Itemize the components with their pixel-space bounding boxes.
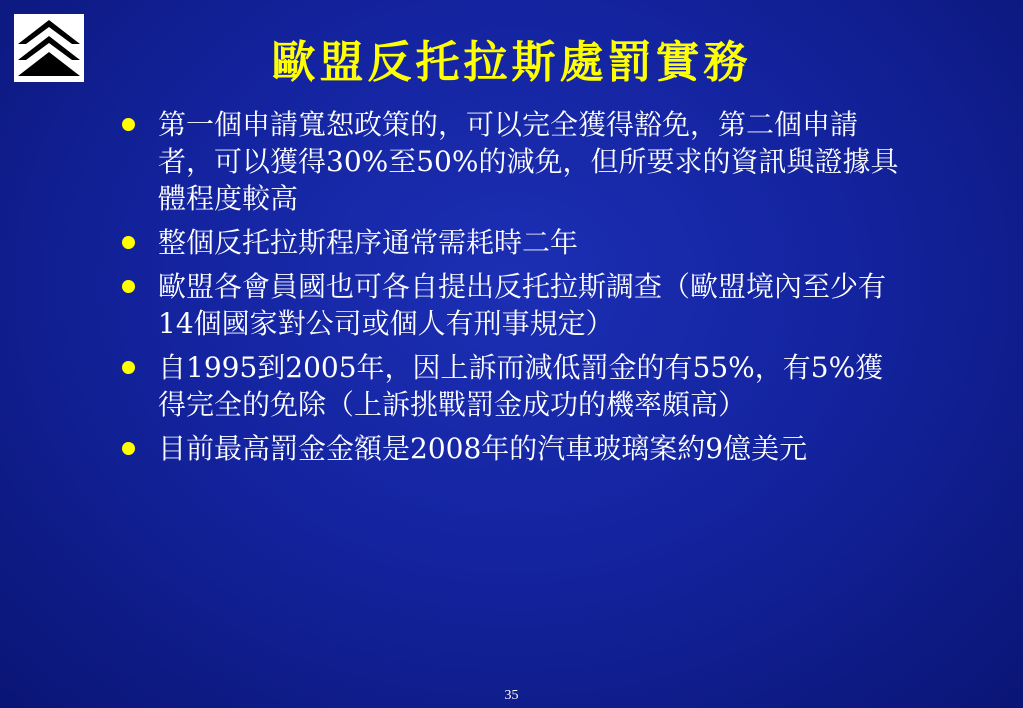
bullet-dot-icon [122, 118, 135, 131]
bullet-text: 目前最高罰金金額是2008年的汽車玻璃案約9億美元 [158, 432, 808, 465]
bullet-text: 第一個申請寬恕政策的，可以完全獲得豁免，第二個申請者，可以獲得30%至50%的減免，但所要求的資訊與證據具體程度較高 [158, 108, 899, 215]
bullet-item [118, 430, 908, 467]
bullet-text: 自1995到2005年，因上訴而減低罰金的有55%，有5%獲得完全的免除（上訴挑戰罰金成功的機率頗高） [158, 351, 884, 421]
bullet-list [118, 106, 908, 474]
page-number: 35 [504, 688, 519, 703]
bullet-item [118, 349, 908, 423]
bullet-dot-icon [122, 280, 135, 293]
slide-title: 歐盟反托拉斯處罰實務 [271, 37, 752, 88]
bullet-item [118, 106, 908, 217]
bullet-dot-icon [122, 236, 135, 249]
bullet-text: 歐盟各會員國也可各自提出反托拉斯調查（歐盟境內至少有14個國家對公司或個人有刑事規定） [158, 270, 887, 340]
bullet-item [118, 224, 908, 261]
bullet-item [118, 268, 908, 342]
bullet-dot-icon [122, 361, 135, 374]
bullet-text: 整個反托拉斯程序通常需耗時二年 [158, 226, 579, 259]
bullet-dot-icon [122, 442, 135, 455]
